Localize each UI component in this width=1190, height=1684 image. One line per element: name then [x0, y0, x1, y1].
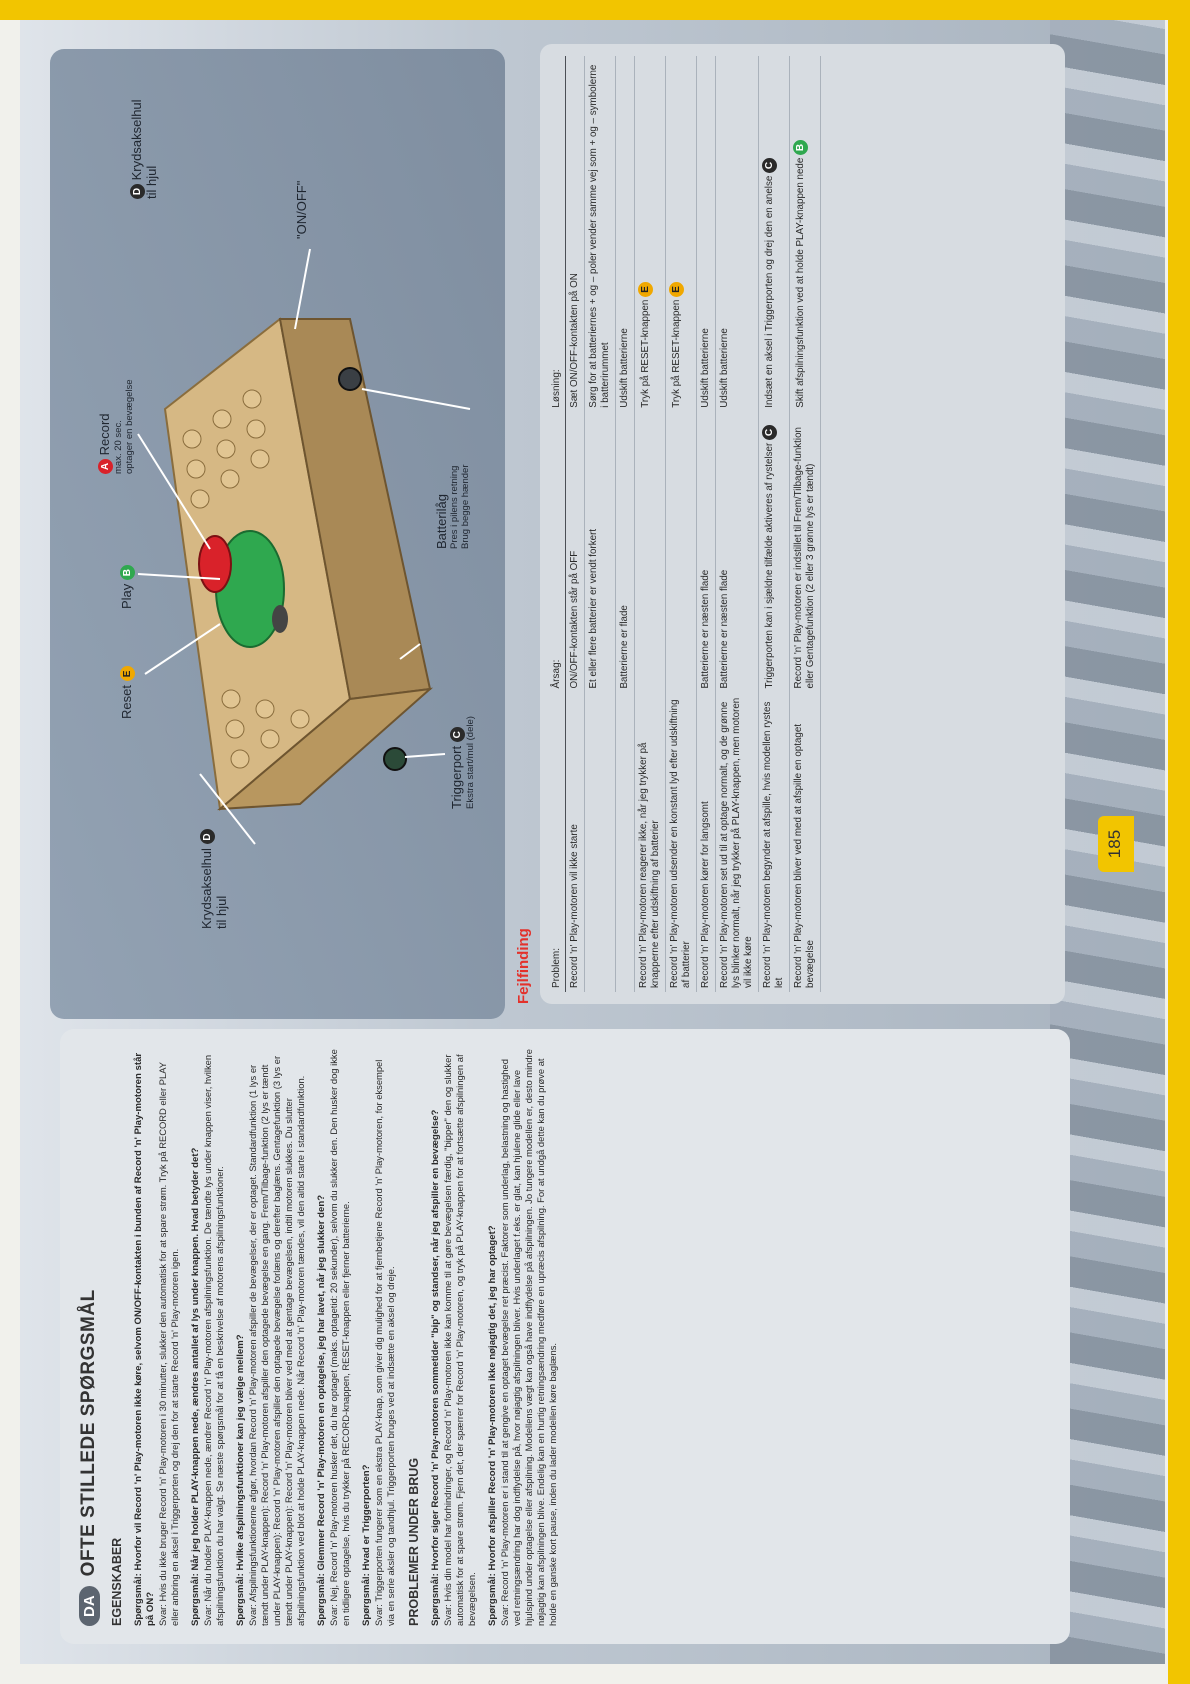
- troubleshooting-title: Fejlfinding: [515, 928, 532, 1004]
- faq-list: [133, 1047, 397, 1626]
- badge-d-icon: D: [200, 829, 215, 844]
- faq-header: [78, 1047, 100, 1626]
- cell-solution: [790, 56, 821, 412]
- cell-problem: Record 'n' Play-motoren reagerer ikke, når jeg trykker på knapperne efter udskiftning af batterier: [635, 692, 666, 992]
- cell-cause: [759, 412, 790, 693]
- cell-problem: Record 'n' Play-motoren set ud til at optage normalt, og de grønne lys blinker normalt, når jeg trykker på PLAY-knappen, men motoren vil ikke køre: [716, 692, 759, 992]
- callout-battery-sub1: Pres i pilens retning: [449, 465, 460, 549]
- column-header-problem: Problem:: [548, 692, 566, 992]
- table-row: [697, 56, 716, 992]
- table-row: [790, 56, 821, 992]
- cell-solution-text: Indsæt en aksel i Triggerporten og drej den en anelse: [764, 175, 776, 408]
- table-header-row: [548, 56, 566, 992]
- language-badge: DA: [79, 1586, 100, 1626]
- table-row: [716, 56, 759, 992]
- column-header-solution: Løsning:: [548, 56, 566, 412]
- cell-cause: Et eller flere batterier er vendt forkert: [585, 412, 616, 693]
- cell-cause: Batterierne er næsten flade: [697, 412, 716, 693]
- callout-reset: [120, 666, 135, 719]
- faq-question: Spørgsmål: Hvilke afspilningsfunktioner kan jeg vælge mellem?: [235, 1334, 246, 1626]
- cell-cause: [666, 412, 697, 693]
- page-number: 185: [1098, 816, 1134, 872]
- faq-panel: [60, 1029, 1070, 1644]
- cell-cause: [635, 412, 666, 693]
- faq-answer: Svar: Record 'n' Play-motoren er i stand til at gengive en optaget bevægelse ret præcist. Faktorer som underlag, belastning og hastighed ved retningsændring har dog indflydelse på, hvor nøjagtig afspilningen bliver. Hvis underlaget f.eks. er glat, kan hjulene glide eller lave hjulspind under optagelse eller afspilning. Modellens vægt kan også have indflydelse på afspilningen. Jo tungere modellen er, desto mindre nøjagtig kan afspilningen blive. Endelig kan en hurtig retningsændring medføre en upræcis afspilning. For at undgå dette kan du prøve at holde en ganske kort pause, inden du lader modellen køre baglæns.: [499, 1049, 558, 1626]
- cell-cause-text: Triggerporten kan i sjældne tilfælde aktiveres af rystelser: [764, 442, 776, 689]
- table-row: [635, 56, 666, 992]
- cell-problem: Record 'n' Play-motoren begynder at afspille, hvis modellen rystes let: [759, 692, 790, 992]
- table-row: [585, 56, 616, 992]
- table-row: [759, 56, 790, 992]
- cell-solution: [666, 56, 697, 412]
- cell-solution: Udskift batterierne: [716, 56, 759, 412]
- cell-cause: Record 'n' Play-motoren er indstillet til Frem/Tilbage-funktion eller Gentagefunktion (2 eller 3 grønne lys er tændt): [790, 412, 821, 693]
- badge-e-icon: E: [120, 666, 135, 681]
- callout-play: [120, 565, 135, 609]
- callout-record-label: Record: [97, 413, 112, 456]
- callout-reset-label: Reset: [119, 685, 134, 719]
- table-row: [616, 56, 635, 992]
- badge-b-icon: B: [120, 565, 135, 580]
- section-problems: PROBLEMER UNDER BRUG: [407, 1457, 421, 1626]
- cell-solution: Sørg for at batteriernes + og – poler vender samme vej som + og – symbolerne i batterirummet: [585, 56, 616, 412]
- badge-e-icon: E: [669, 282, 684, 297]
- callout-trigger: [450, 716, 476, 809]
- cell-solution-text: Tryk på RESET-knappen: [640, 299, 652, 408]
- badge-e-icon: E: [638, 282, 653, 297]
- callout-record: [98, 379, 135, 474]
- cell-solution: [635, 56, 666, 412]
- badge-b-icon: B: [793, 140, 808, 155]
- cell-problem: Record 'n' Play-motoren bliver ved med at afspille en optaget bevægelse: [790, 692, 821, 992]
- cell-solution-text: Tryk på RESET-knappen: [671, 299, 683, 408]
- callout-axle-right: [130, 99, 159, 199]
- callout-record-sub1: max. 20 sec.: [113, 420, 125, 474]
- callout-axle-right-line2: til hjul: [144, 165, 160, 199]
- callout-axle-right-line1: Krydsakselhul: [129, 99, 144, 181]
- table-row: [566, 56, 585, 992]
- cell-problem: [616, 692, 635, 992]
- faq-answer: Svar: Når du holder PLAY-knappen nede, ændrer Record 'n' Play-motoren afspilningsfunktion. De tændte lys under knappen viser, hvilken afspilningsfunktion du har valgt. Se næste spørgsmål for at få en beskrivelse af motorens afspilningsfunktioner.: [202, 1054, 225, 1626]
- cell-solution: [759, 56, 790, 412]
- cell-problem: [585, 692, 616, 992]
- callout-battery-sub2: Brug begge hænder: [460, 464, 471, 549]
- faq-question: Spørgsmål: Glemmer Record 'n' Play-motoren en optagelse, jeg har lavet, når jeg slukker den?: [316, 1194, 327, 1626]
- badge-c-icon: C: [762, 425, 777, 440]
- callout-trigger-label: Triggerport: [449, 745, 464, 809]
- faq-answer: Svar: Hvis din model har forhindringer, og Record 'n' Play-motoren ikke kan komme til at gøre bevægelsen færdig, "bipper" den og slukker automatisk for at spare strøm. Fjern det, der spærrer for Record 'n' Play-motoren, og tryk på PLAY-knappen for at fortsætte afspilningen af bevægelsen.: [442, 1054, 477, 1626]
- faq-answer: Svar: Nej, Record 'n' Play-motoren husker det, du har optaget (maks. optagetid: 20 sekunder), selvom du slukker den. Den husker dog ikke en tidligere optagelse, hvis du trykker på RECORD-knappen, RESET-knappen eller fjerner batterierne.: [328, 1049, 351, 1626]
- callout-axle-left-line2: til hjul: [214, 895, 230, 929]
- faq-question: Spørgsmål: Hvad er Triggerporten?: [361, 1464, 372, 1626]
- cell-cause: ON/OFF-kontakten står på OFF: [566, 412, 585, 693]
- cell-problem: Record 'n' Play-motoren kører for langsomt: [697, 692, 716, 992]
- faq-answer: Svar: Afspilningsfunktionerne afgør, hvordan Record 'n' Play-motoren afspiller de bevægelser, der er optaget. Standardfunktion (1 lys er tændt under PLAY-knappen): Record 'n' Play-motoren afspiller den optagede bevægelse en gang. Frem/Tilbage-funktion (2 lys er tændt under PLAY-knappen): Record 'n' Play-motoren afspiller den optagede bevægelse forlæns og derefter baglæns. Gentagefunktion (3 lys er tændt under PLAY-knappen): Record 'n' Play-motoren bliver ved med at gentage bevægelsen, indtil motoren slukkes. Du slutter afspilningsfunktion ved blot at holde PLAY-knappen nede. Når Record 'n' Play-motoren tændes, vil den altid starte i standardfunktion.: [247, 1055, 306, 1626]
- callout-trigger-sub: Ekstra start/mul (dele): [465, 716, 477, 809]
- cell-solution: Udskift batterierne: [616, 56, 635, 412]
- troubleshooting-table: [548, 56, 821, 992]
- table-row: [666, 56, 697, 992]
- callout-play-label: Play: [119, 583, 134, 609]
- faq-answer: Svar: Hvis du ikke bruger Record 'n' Play-motoren i 30 minutter, slukker den automatisk for at spare strøm. Tryk på RECORD eller PLAY eller anbring en aksel i Triggerporten og drej den for at starte Record 'n' Play-motoren igen.: [157, 1062, 180, 1626]
- cell-solution: Udskift batterierne: [697, 56, 716, 412]
- faq-answer: Svar: Triggerporten fungerer som en ekstra PLAY-knap, som giver dig mulighed for at fjernbetjene Record 'n' Play-motoren, for eksempel via en serie aksler og tandhjul. Triggerporten bruges ved at indsætte en aksel og dreje.: [373, 1059, 396, 1626]
- faq-question: Spørgsmål: Når jeg holder PLAY-knappen nede, ændres antallet af lys under knappen. Hvad betyder det?: [190, 1147, 201, 1626]
- troubleshooting-table-container: [540, 44, 1065, 1004]
- callout-onoff: "ON/OFF": [294, 180, 309, 239]
- callout-axle-left: [200, 829, 229, 929]
- badge-d-icon: D: [130, 184, 145, 199]
- section-features: EGENSKABER: [110, 1537, 124, 1626]
- faq-question: Spørgsmål: Hvorfor vil Record 'n' Play-motoren ikke køre, selvom ON/OFF-kontakten i bunden af Record 'n' Play-motoren står på ON?: [133, 1052, 156, 1626]
- cell-problem: Record 'n' Play-motoren udsender en konstant lyd efter udskiftning af batterier: [666, 692, 697, 992]
- motor-diagram-panel: [50, 49, 505, 1019]
- callout-battery: [435, 464, 471, 549]
- cell-cause: Batterierne er næsten flade: [716, 412, 759, 693]
- callout-axle-left-line1: Krydsakselhul: [199, 848, 214, 929]
- cell-cause: Batterierne er flade: [616, 412, 635, 693]
- faq-title: OFTE STILLEDE SPØRGSMÅL: [78, 1289, 99, 1577]
- cell-problem: Record 'n' Play-motoren vil ikke starte: [566, 692, 585, 992]
- faq-list-problems: [430, 1047, 559, 1626]
- callout-battery-label: Batterilåg: [434, 494, 449, 549]
- faq-question: Spørgsmål: Hvorfor afspiller Record 'n' Play-motoren ikke nøjagtig det, jeg har optaget?: [487, 1225, 498, 1626]
- cell-solution-text: Skift afspilningsfunktion ved at holde PLAY-knappen nede: [795, 157, 807, 408]
- cell-solution: Sæt ON/OFF-kontakten på ON: [566, 56, 585, 412]
- callout-record-sub2: optager en bevægelse: [124, 379, 136, 474]
- badge-a-icon: A: [98, 459, 113, 474]
- column-header-cause: Årsag:: [548, 412, 566, 693]
- badge-c-icon: C: [450, 727, 465, 742]
- faq-question: Spørgsmål: Hvorfor siger Record 'n' Play-motoren sommetider "bip" og standser, når jeg afspiller en bevægelse?: [430, 1109, 441, 1626]
- badge-c-icon: C: [762, 158, 777, 173]
